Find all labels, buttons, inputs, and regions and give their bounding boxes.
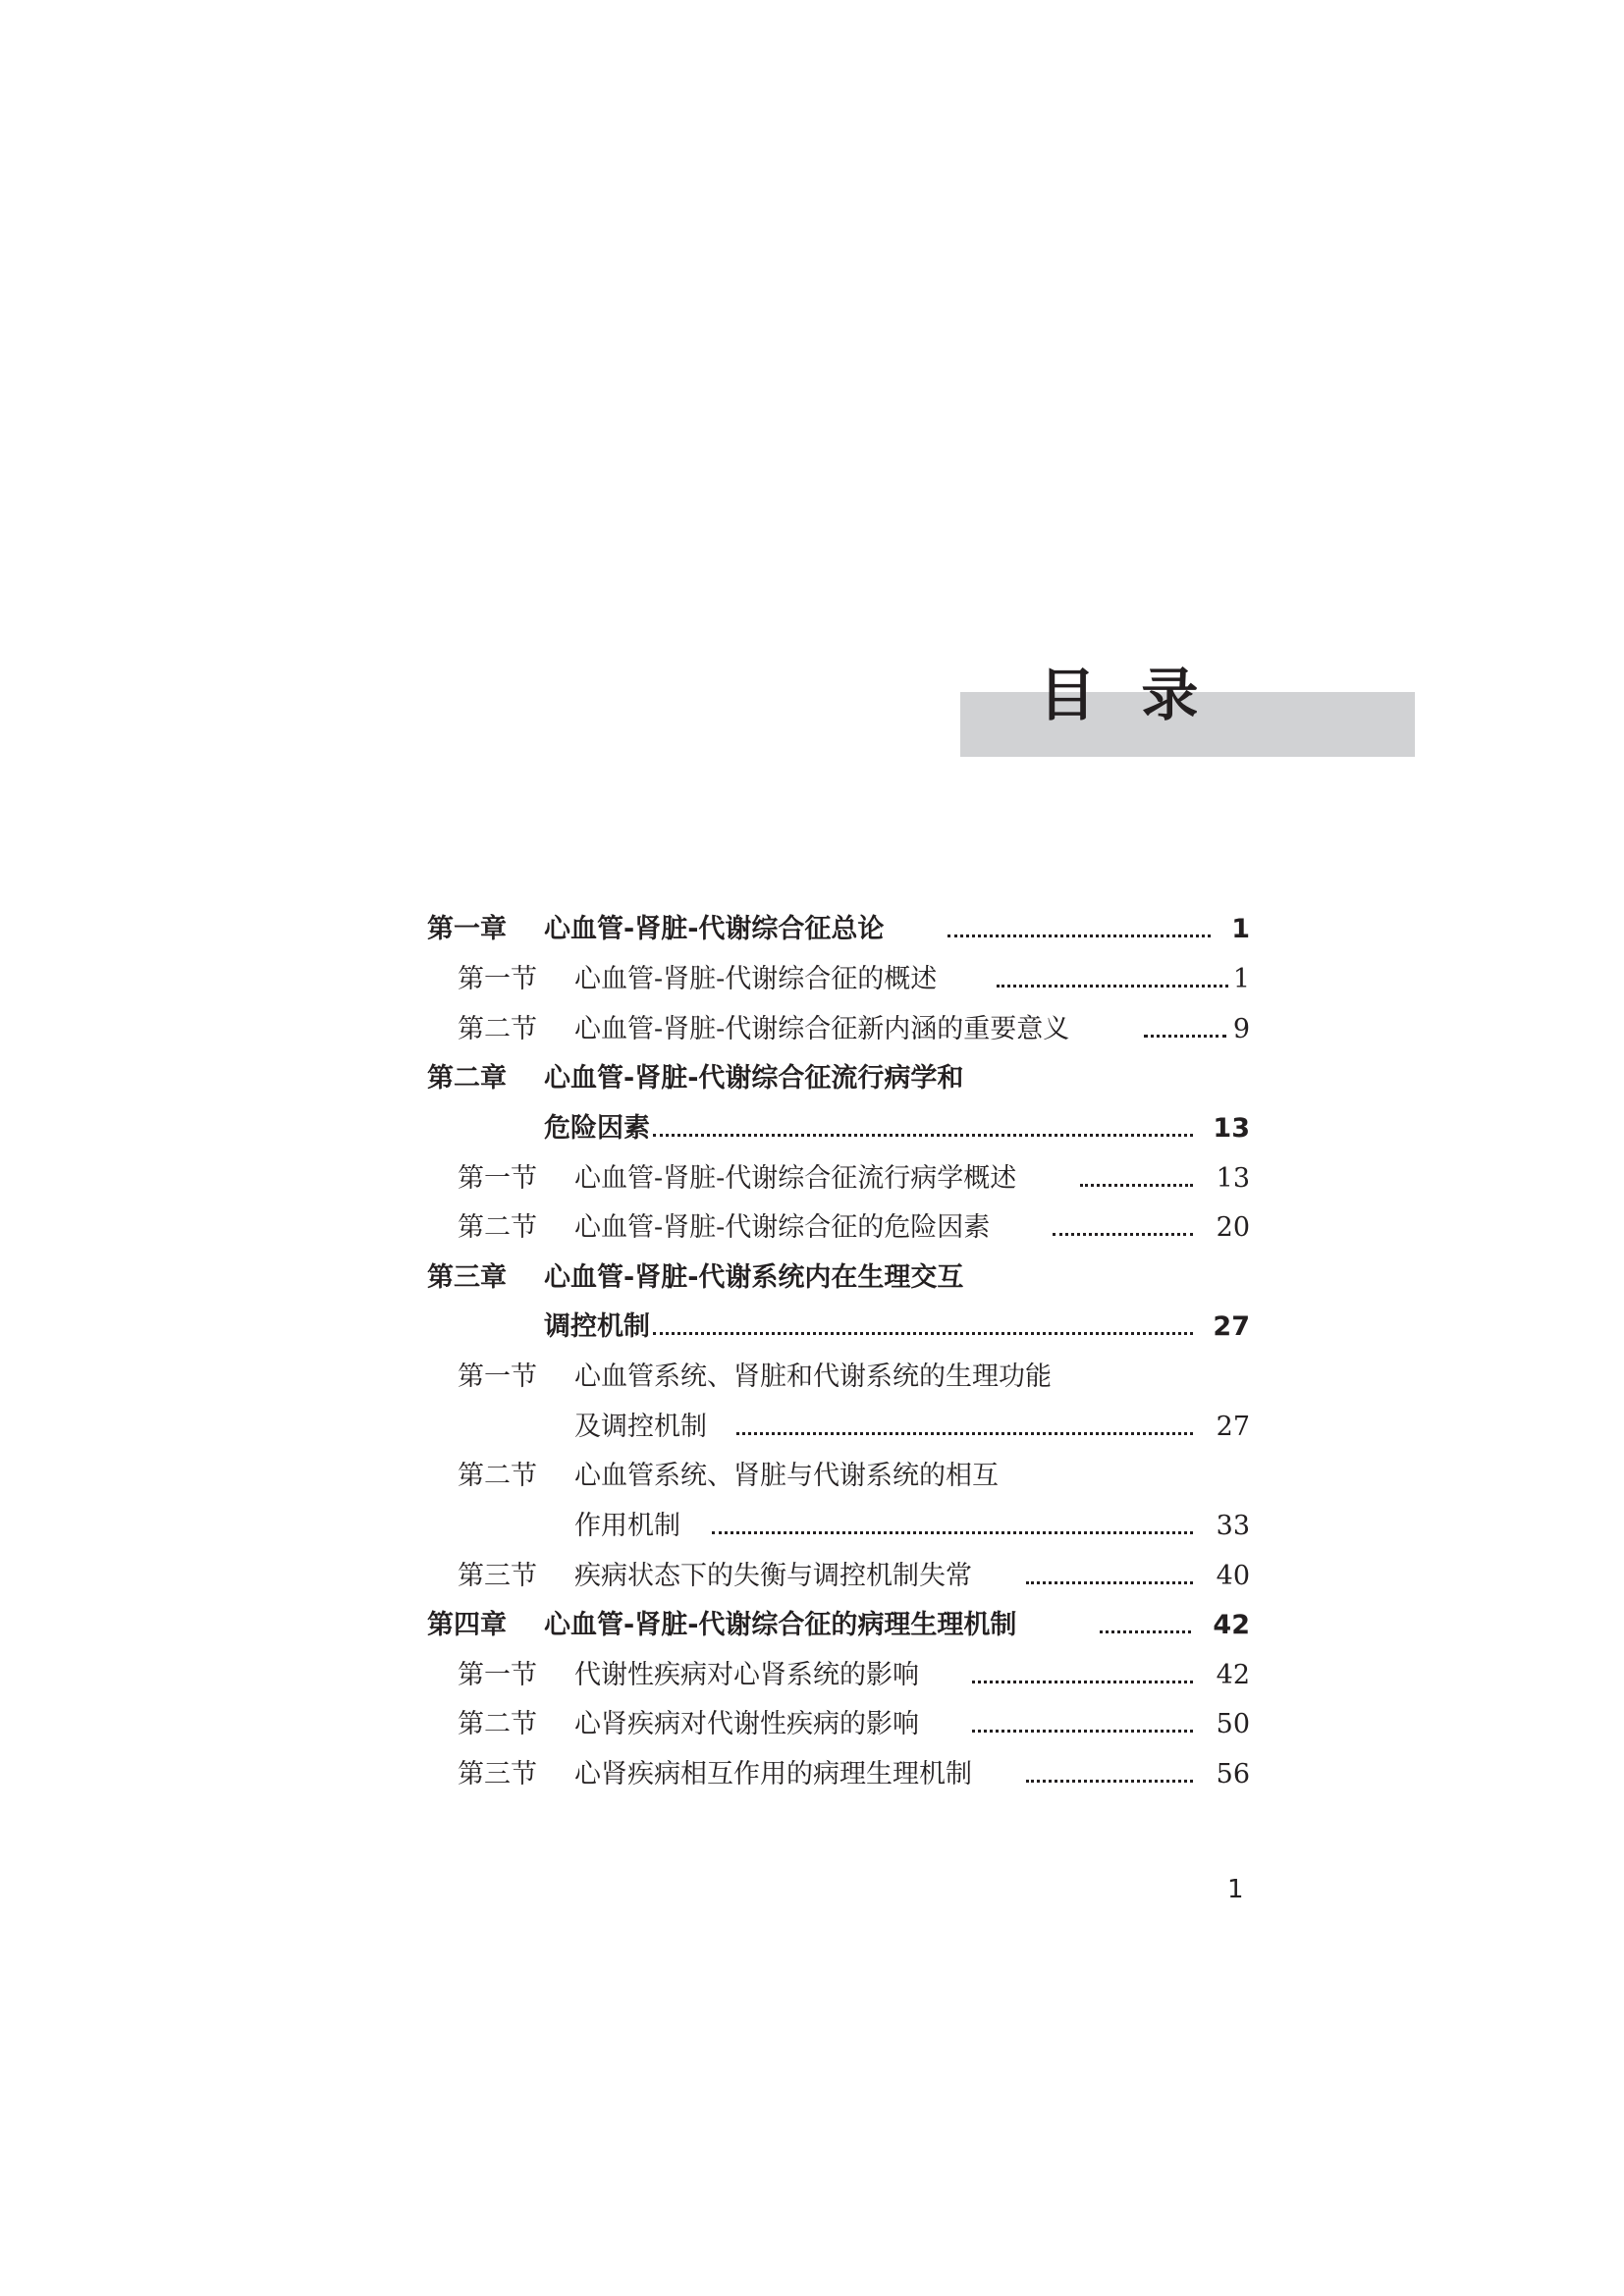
toc-chapter-title: 心血管-肾脏-代谢综合征总论: [544, 914, 885, 944]
toc-chapter-title: 心血管-肾脏-代谢综合征流行病学和: [544, 1063, 964, 1094]
dot-leader: [653, 1332, 1193, 1335]
toc-chapter-row[interactable]: [427, 904, 1250, 953]
toc-section-number: 第一节: [458, 1163, 537, 1194]
toc-section-title: 及调控机制: [574, 1412, 707, 1442]
toc-chapter-title: 心血管-肾脏-代谢综合征的病理生理机制: [544, 1610, 1017, 1640]
toc-section-number: 第三节: [458, 1561, 537, 1591]
toc-section-title: 心血管-肾脏-代谢综合征的概述: [574, 964, 938, 994]
dot-leader: [1080, 1184, 1193, 1187]
dot-leader: [972, 1681, 1193, 1683]
toc-page-number: 42: [1216, 1660, 1250, 1690]
toc-page-number: 50: [1216, 1709, 1250, 1739]
toc-section-row[interactable]: [427, 1650, 1250, 1699]
toc-chapter-title: 心血管-肾脏-代谢系统内在生理交互: [544, 1262, 964, 1293]
toc-section-title: 代谢性疾病对心肾系统的影响: [574, 1660, 919, 1690]
toc-chapter-number: 第三章: [427, 1262, 507, 1293]
toc-chapter-number: 第二章: [427, 1063, 507, 1094]
toc-section-number: 第二节: [458, 1461, 537, 1491]
page-title: 目 录: [1039, 662, 1201, 728]
toc-section-continuation-row[interactable]: [427, 1501, 1250, 1550]
toc-section-title: 疾病状态下的失衡与调控机制失常: [574, 1561, 972, 1591]
toc-section-row[interactable]: [427, 1749, 1250, 1798]
toc-page-number: 27: [1213, 1311, 1250, 1342]
toc-section-title: 心肾疾病相互作用的病理生理机制: [574, 1759, 972, 1789]
toc-page-number: 42: [1213, 1610, 1250, 1640]
toc-section-title: 心血管-肾脏-代谢综合征的危险因素: [574, 1212, 991, 1243]
toc-section-number: 第二节: [458, 1709, 537, 1739]
toc-chapter-number: 第四章: [427, 1610, 507, 1640]
dot-leader: [1026, 1581, 1193, 1584]
toc-section-number: 第二节: [458, 1212, 537, 1243]
toc-chapter-row[interactable]: [427, 1053, 1250, 1102]
toc-section-row[interactable]: [427, 954, 1250, 1003]
toc-page-number: 27: [1216, 1412, 1250, 1442]
toc-section-title: 心血管-肾脏-代谢综合征流行病学概述: [574, 1163, 1017, 1194]
dot-leader: [997, 985, 1228, 988]
toc-page-number: 13: [1213, 1113, 1250, 1144]
toc-section-continuation-row[interactable]: [427, 1402, 1250, 1451]
toc-page-number: 13: [1216, 1163, 1250, 1194]
toc-page-number: 33: [1216, 1511, 1250, 1541]
toc-section-number: 第一节: [458, 964, 537, 994]
toc-chapter-row[interactable]: [427, 1600, 1250, 1649]
toc-page-number: 56: [1216, 1759, 1250, 1789]
toc-page-number: 1: [1231, 914, 1250, 944]
dot-leader: [1053, 1233, 1193, 1236]
toc-chapter-title: 危险因素: [544, 1113, 650, 1144]
dot-leader: [1144, 1035, 1226, 1038]
toc-section-row[interactable]: [427, 1352, 1250, 1401]
page-folio-number: 1: [1227, 1875, 1244, 1904]
toc-section-title: 心肾疾病对代谢性疾病的影响: [574, 1709, 919, 1739]
dot-leader: [972, 1730, 1193, 1733]
toc-page-number: 9: [1232, 1014, 1250, 1044]
toc-section-row[interactable]: [427, 1004, 1250, 1053]
toc-section-row[interactable]: [427, 1451, 1250, 1500]
toc-section-number: 第三节: [458, 1759, 537, 1789]
toc-page-number: 20: [1216, 1212, 1250, 1243]
toc-section-row[interactable]: [427, 1202, 1250, 1252]
dot-leader: [947, 934, 1211, 937]
dot-leader: [1026, 1780, 1193, 1783]
toc-section-number: 第一节: [458, 1362, 537, 1392]
toc-section-title: 作用机制: [574, 1511, 680, 1541]
toc-section-row[interactable]: [427, 1551, 1250, 1600]
toc-chapter-continuation-row[interactable]: [427, 1103, 1250, 1152]
toc-chapter-title: 调控机制: [544, 1311, 650, 1342]
toc-chapter-continuation-row[interactable]: [427, 1302, 1250, 1351]
toc-page-number: 1: [1232, 964, 1250, 994]
toc-page-number: 40: [1216, 1561, 1250, 1591]
toc-section-row[interactable]: [427, 1153, 1250, 1202]
dot-leader: [653, 1134, 1193, 1137]
toc-section-number: 第二节: [458, 1014, 537, 1044]
toc-section-row[interactable]: [427, 1699, 1250, 1748]
dot-leader: [712, 1531, 1193, 1534]
toc-section-title: 心血管-肾脏-代谢综合征新内涵的重要意义: [574, 1014, 1070, 1044]
toc-section-title: 心血管系统、肾脏和代谢系统的生理功能: [574, 1362, 1052, 1392]
toc-chapter-number: 第一章: [427, 914, 507, 944]
toc-section-title: 心血管系统、肾脏与代谢系统的相互: [574, 1461, 999, 1491]
toc-section-number: 第一节: [458, 1660, 537, 1690]
dot-leader: [736, 1432, 1193, 1435]
dot-leader: [1100, 1630, 1191, 1633]
toc-chapter-row[interactable]: [427, 1253, 1250, 1302]
